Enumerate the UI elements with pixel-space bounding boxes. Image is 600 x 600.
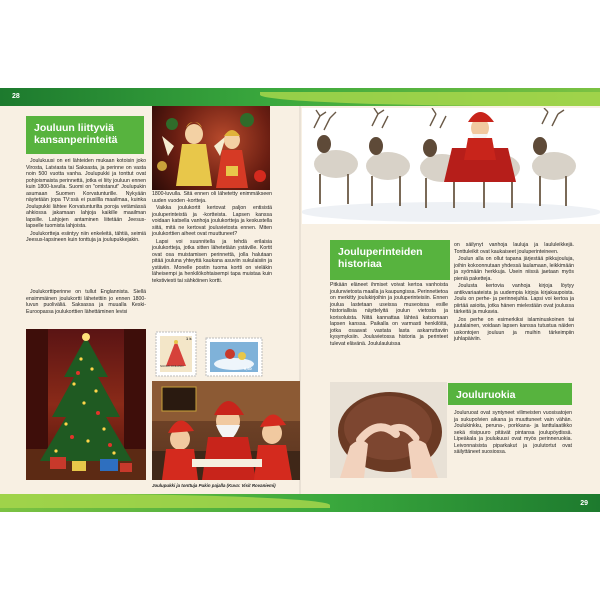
top-banner [0,88,600,106]
paragraph: Jouluruoat ovat syntyneet vilimeisten vuosisatojen ja sukupolvien aikana ja muuttuneet vain vähän. Joulukinkku, peruna-, porkkana- ja lanttulaatikko sekä riisipuuro pitävät pintansa joulupöydissä. Lipeäkala ja joulukuusi ovat myös perinneruokia. Leivonnaisista piparkakut ja joulutortut ovat säilyttäneet suosiossa. [454,410,572,455]
photo-christmas-stamps [152,330,276,378]
bottom-swoosh [0,494,330,508]
stamp-country: SUOMI FINLAND [160,364,184,368]
paragraph: Jos perhe on esimerkiksi islaminuskoinen tai juutalainen, voidaan lapsen kanssa tutustua näiden uskontojen jouluun ja muihin tärkeimpiin juhlapäiviin. [454,316,574,342]
top-swoosh [260,92,600,106]
heading-line: Jouluruokia [456,389,516,401]
photo-caption: Joulupukki ja tonttuja Pukin pajalla (Kuva: Visit Rovaniemi) [152,483,276,488]
paragraph: on säilynyt vanhoja lauluja ja laululeikkejä. Tonttuleikit ovat kaukaiseet jouluperinteineen. [454,242,574,255]
photo-santa-and-elves [152,381,300,480]
paragraph: Joulusta kertovia vanhoja kirjoja löytyy antikvariaateista ja uudempia kirjoja kirjakaupoista. Joulu on perhe- ja perinnejuhla. Lapsi voi kertoa ja piirtää asioita, jotka hänen mielestään ovat joulussa tärkeitä ja mukavia. [454,283,574,315]
photo-santa-reindeer-sleigh [302,108,600,224]
paragraph: Joulun alla on ollut tapana järjestää pikkujouluja, joihin kokoonnutaan yhdessä laulamaan, leikkimään ja syömään herkkuja. Usein niissä jaetaan myös pieniä paketteja. [454,256,574,282]
paragraph: 1800-luvulla. Sitä ennen oli lähetetty enimmäkseen uuden vuoden -kortteja. [152,191,272,204]
article-text-6 [454,410,572,457]
heading-line-2: historiaa [338,258,382,270]
stamp-value-2: 0,60 [244,366,252,371]
heading-kansanperinteita [26,116,144,154]
article-text-4 [330,282,448,348]
page-number-right: 29 [580,500,588,507]
page-number-left: 28 [12,93,20,100]
paragraph: Joulukuusi on eri lähteiden mukaan kotoisin joko Virosta, Latviasta tai Saksasta, ja perinne on vasta noin 500 vuotta vanha. Joulupukki ja tonttut ovat pohjoismaista perinnettä, jotka ei liity jouluun ennen kuin 1800-luvulla. Suomi on "omistanut" Joulupukin asumaan Suomen Korvatunturille. Nykyään näytetään jopa TV:ssä ei pusillla maailmaa, kuinka Joulupukki lähtee Korvatunturilta poroja vetämässä ahkiossa jakamaan lahjoja kaikille maailman lapsille. Lahjojen antaminen liitetään Jeesus-lapselle tuomista lahjoista. [26,158,146,229]
heading-line-2: kansanperinteitä [34,134,118,146]
article-text-1 [26,158,146,245]
article-text-3 [152,191,272,285]
photo-christmas-tree [26,329,146,480]
heading-line-1: Jouluun liittyviä [34,122,114,134]
article-text-2 [26,289,146,316]
article-text-5 [454,242,574,344]
bottom-banner [0,494,600,512]
heading-jouluruokia [448,383,572,405]
photo-gingerbread-dough [330,382,447,478]
photo-angel-ornaments [152,106,270,190]
paragraph: Vaikka joulukortit kertovat paljon entisistä jouluperinteistä ja -kortteista. Lapsen kanssa voidaan katsella vanhoja joulukortteja ja keskustella siitä, mitä ne kertovat jouluvietosta ennen. Miten joulukorttien aiheet ovat muuttuneet? [152,205,272,237]
heading-line-1: Jouluperinteiden [338,246,423,258]
paragraph: Lapsi voi suunnitella ja tehdä erilaisia joulukortteja, jotka sitten lähetetään ystäville. Kortit ovat osa muistamisen perinnettä, jolla halutaan pitää jouluna yhteyttä kaukana asuviin sukulaisiin ja ystäviin. Monelle postin tuoma kortti on vieläkin läheisempi ja henkilökohtaisempi tapa muistaa kuin tekstiviesti tai sähköinen kortti. [152,238,272,284]
paragraph: Joulukortteja esiintyy niin enkeleitä, tähtiä, seimiä Jeesus-lapsineen kuin tonttuja ja joulupukkejakin. [26,230,146,243]
stamp-value-1: 1 k [186,336,192,341]
heading-jouluperinteiden-historiaa [330,240,450,280]
paragraph: Joulukorttiperinne on tullut Englannista. Siellä ensimmäinen joulukortti lähetettiin jo ennen 1800-luvun puoliväliä. Saksassa ja muualla Keski-Euroopassa joulukorttien lähettäminen levisi [26,289,146,315]
paragraph: Pitkään eläneet ihmiset voivat kertoa vanhoista joulunvietosta maalla ja kaupungissa. Perinnetietoa on merkitty joulukirjoihin ja jouluperinteisiin. Ennen joulua lastetaan useissa museoissa esille historiallisia näyttelyitä joulun vietosta ja korisoluista. Niitä kannattaa lähteä katsomaan lapsen kanssa. Paikalla on varmasti henkilöitä, jotka osaavat vastata lasta askarruttaviin kysymyksiin. Jouluvietossa historia ja perinteet tulevat elävänä. Joululauluissa [330,282,448,347]
